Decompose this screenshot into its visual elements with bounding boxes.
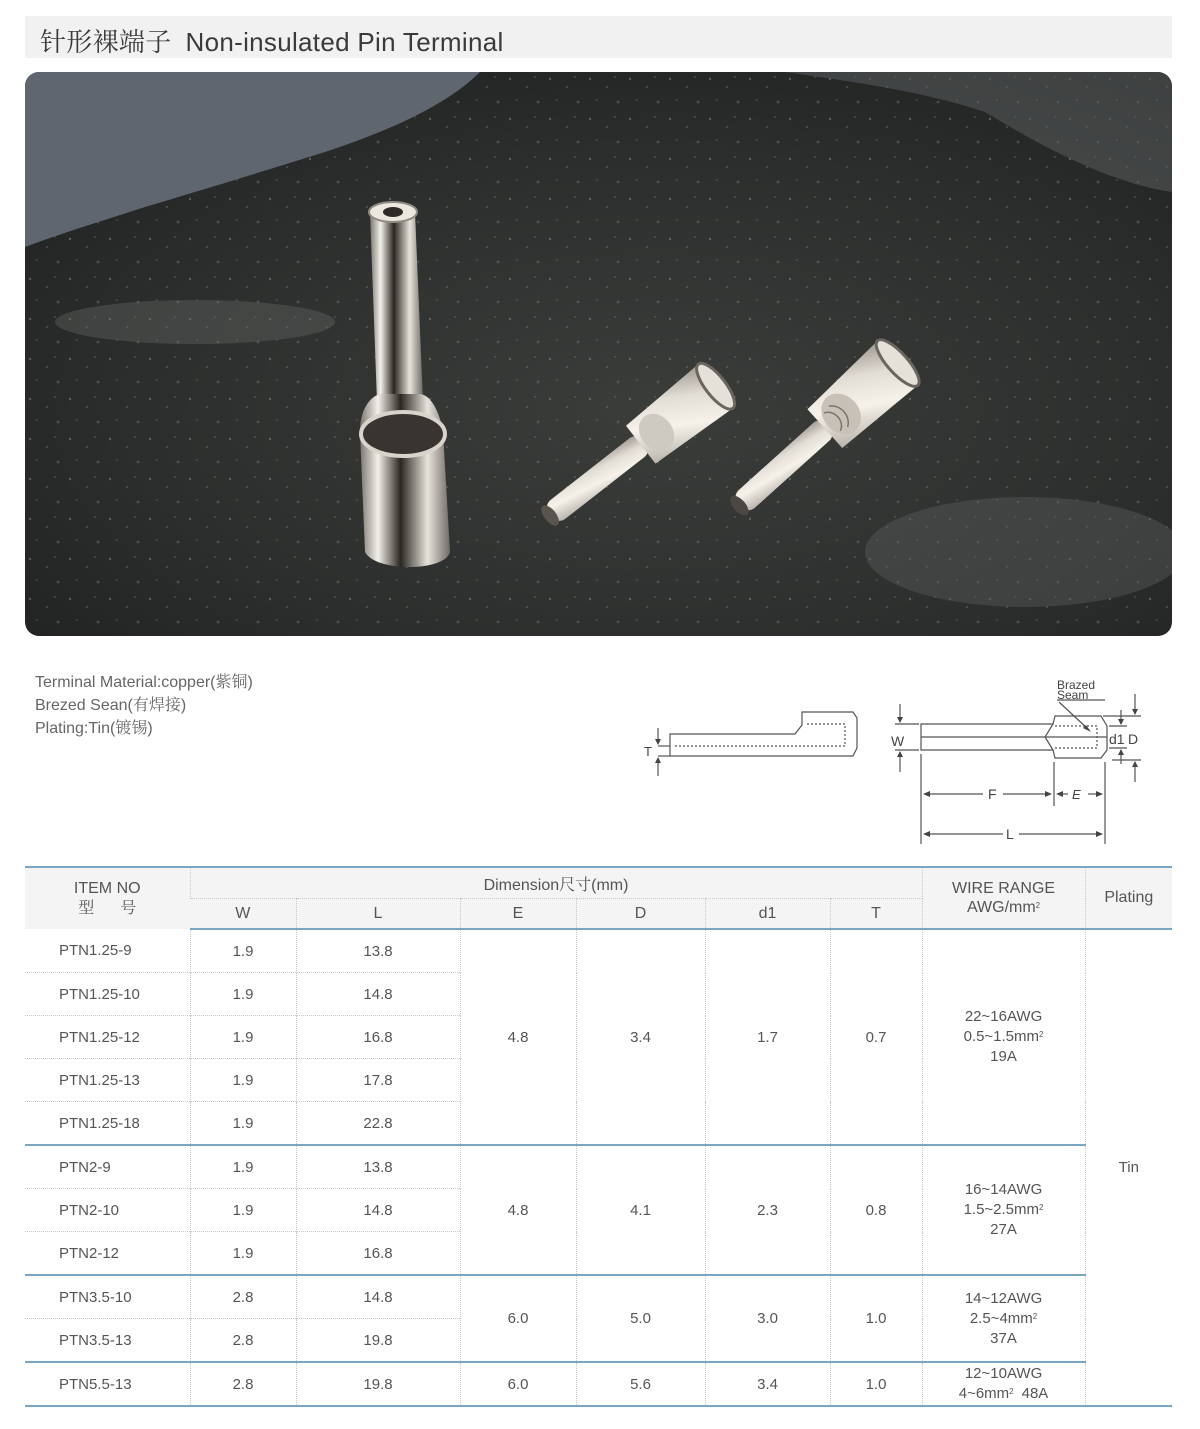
cell-item-no: PTN2-10	[25, 1189, 190, 1232]
wire-mm2-text: 0.5~1.5mm	[963, 1028, 1040, 1045]
arrow-down-icon	[655, 739, 661, 745]
cell-item-no: PTN1.25-9	[59, 942, 132, 959]
spec-plating: Plating:Tin(镀锡)	[35, 720, 153, 737]
cell-E: 6.0	[460, 1362, 576, 1406]
wire-mm2	[923, 1027, 1085, 1047]
cell-T: 0.8	[830, 1145, 922, 1275]
top-view-diagram	[885, 676, 1150, 848]
hidden-line	[675, 724, 845, 746]
label-D: D	[1128, 731, 1139, 747]
wire-mm2-text: 1.5~2.5mm	[963, 1201, 1040, 1218]
wire-awg: 12~10AWG	[964, 1365, 1043, 1382]
cell-W: 1.9	[190, 1059, 296, 1102]
cell-L: 16.8	[296, 1016, 460, 1059]
header-dimension: Dimension尺寸(mm)	[190, 867, 922, 899]
table-body	[25, 929, 1172, 1406]
pin-terminals-photo	[25, 72, 1172, 636]
wire-unit-sup: 2	[1035, 901, 1041, 910]
table-row	[25, 1275, 1172, 1319]
cell-wire-range	[922, 1145, 1085, 1275]
wire-mm2-sup: 2	[1039, 1203, 1044, 1212]
cell-L: 16.8	[296, 1232, 460, 1276]
cell-wire-range	[922, 929, 1085, 1145]
cell-item-no: PTN1.25-12	[25, 1016, 190, 1059]
header-col-T: T	[830, 899, 922, 930]
header-wire-range-label: WIRE RANGE	[951, 880, 1056, 897]
arrow-up-icon	[897, 751, 903, 757]
arrow-down-icon	[1132, 709, 1138, 715]
page-title	[40, 22, 504, 59]
cell-T: 1.0	[830, 1362, 922, 1406]
cell-item-no: PTN2-12	[25, 1232, 190, 1276]
wire-awg: 16~14AWG	[964, 1181, 1043, 1198]
arrow-left-icon	[923, 791, 930, 797]
header-row	[25, 867, 1172, 899]
label-E: E	[1072, 787, 1081, 802]
header-item-no	[25, 867, 190, 929]
header-item-no-cn: 型号	[78, 899, 163, 917]
wire-current: 27A	[990, 1221, 1017, 1238]
cell-L: 17.8	[296, 1059, 460, 1102]
cell-wire-range	[922, 1275, 1085, 1362]
label-brazed: Brazed	[1057, 678, 1096, 692]
header-col-L: L	[296, 899, 460, 930]
arrow-right-icon	[1045, 791, 1052, 797]
label-L: L	[1006, 826, 1014, 842]
cell-L: 22.8	[296, 1102, 460, 1146]
cell-T: 1.0	[830, 1275, 922, 1362]
cell-E: 4.8	[460, 1145, 576, 1275]
cell-L: 14.8	[296, 973, 460, 1016]
cell-item-no: PTN5.5-13	[25, 1362, 190, 1406]
wire-current: 19A	[990, 1048, 1017, 1065]
cell-W: 1.9	[190, 1189, 296, 1232]
cell-D: 4.1	[576, 1145, 705, 1275]
label-W: W	[891, 733, 905, 749]
wire-current: 37A	[990, 1329, 1017, 1347]
cell-E: 4.8	[460, 929, 576, 1145]
cell-L: 14.8	[296, 1189, 460, 1232]
arrow-up-icon	[1118, 749, 1124, 755]
arrow-left-icon	[1056, 791, 1063, 797]
header-col-E: E	[460, 899, 576, 930]
cell-W: 1.9	[190, 973, 296, 1016]
cell-item-no: PTN1.25-13	[25, 1059, 190, 1102]
cell-d1: 2.3	[705, 1145, 830, 1275]
wire-mm2	[923, 1384, 1085, 1404]
cell-L: 13.8	[296, 1145, 460, 1189]
cell-L: 19.8	[296, 1362, 460, 1406]
header-col-W: W	[190, 899, 296, 930]
header-wire-range	[922, 867, 1085, 929]
rock-highlight	[55, 300, 335, 344]
cell-W: 2.8	[190, 1362, 296, 1406]
header-col-d1: d1	[705, 899, 830, 930]
arrow-right-icon	[1096, 831, 1103, 837]
cell-item-no: PTN2-9	[25, 1145, 190, 1189]
table-row	[25, 929, 1172, 973]
rock-highlight	[865, 497, 1172, 607]
cell-wire-range	[922, 1362, 1085, 1406]
arrow-down-icon	[897, 717, 903, 723]
side-view-diagram	[640, 690, 870, 790]
product-photo	[25, 72, 1172, 636]
wire-mm2-sup: 2	[1032, 1311, 1038, 1321]
wire-current-line	[923, 1220, 1085, 1240]
wire-mm2-sup: 2	[1039, 1030, 1044, 1039]
arrow-down-icon	[1118, 719, 1124, 725]
cell-item-no: PTN1.25-18	[25, 1102, 190, 1146]
header-wire-unit	[923, 898, 1085, 917]
cell-W: 1.9	[190, 1145, 296, 1189]
cell-plating: Tin	[1085, 929, 1172, 1406]
cell-item-no: PTN3.5-13	[25, 1319, 190, 1363]
wire-current-line	[923, 1329, 1085, 1349]
terminal-outline-side	[670, 712, 857, 756]
spec-material: Terminal Material:copper(紫铜)	[35, 674, 253, 691]
wire-mm2-text: 4~6mm	[958, 1385, 1010, 1402]
cell-d1: 3.0	[705, 1275, 830, 1362]
wire-mm2-text: 2.5~4mm	[969, 1309, 1033, 1327]
cell-D: 3.4	[576, 929, 705, 1145]
cell-E: 6.0	[460, 1275, 576, 1362]
wire-current: 48A	[1021, 1385, 1049, 1402]
cell-T: 0.7	[830, 929, 922, 1145]
header-plating: Plating	[1085, 867, 1172, 929]
cell-W: 2.8	[190, 1275, 296, 1319]
header-item-no-en: ITEM NO	[73, 879, 141, 897]
label-F: F	[988, 786, 997, 802]
cell-W: 1.9	[190, 1232, 296, 1276]
cell-L: 19.8	[296, 1319, 460, 1363]
spec-table	[25, 866, 1172, 1407]
wire-awg: 22~16AWG	[964, 1008, 1043, 1025]
wire-awg: 14~12AWG	[964, 1289, 1043, 1307]
label-seam: Seam	[1057, 688, 1089, 702]
wire-unit-text: AWG/mm	[966, 899, 1036, 916]
wire-mm2	[923, 1200, 1085, 1220]
cell-item-no: PTN3.5-10	[25, 1275, 190, 1319]
label-T: T	[644, 744, 652, 759]
cell-W: 1.9	[190, 1016, 296, 1059]
title-english: Non-insulated Pin Terminal	[185, 27, 504, 57]
arrow-up-icon	[655, 757, 661, 763]
cell-W: 1.9	[190, 1102, 296, 1146]
cell-D: 5.0	[576, 1275, 705, 1362]
cell-L: 14.8	[296, 1275, 460, 1319]
cell-W: 2.8	[190, 1319, 296, 1363]
wire-current-line	[923, 1047, 1085, 1067]
header-col-D: D	[576, 899, 705, 930]
title-chinese: 针形裸端子	[40, 28, 172, 58]
table-row	[25, 1145, 1172, 1189]
wire-mm2-sup: 2	[1009, 1387, 1014, 1396]
arrow-up-icon	[1132, 761, 1138, 767]
cell-d1: 1.7	[705, 929, 830, 1145]
arrow-left-icon	[923, 831, 930, 837]
cell-d1: 3.4	[705, 1362, 830, 1406]
title-bar	[25, 16, 1172, 58]
spec-notes	[35, 671, 253, 740]
cell-W: 1.9	[190, 929, 296, 973]
table-row	[25, 1362, 1172, 1406]
spec-seam: Brezed Sean(有焊接)	[35, 697, 187, 714]
cell-L: 13.8	[296, 929, 460, 973]
wire-mm2	[923, 1309, 1085, 1329]
cell-item-no: PTN1.25-10	[25, 973, 190, 1016]
cell-D: 5.6	[576, 1362, 705, 1406]
label-d1: d1	[1109, 731, 1125, 747]
arrow-right-icon	[1096, 791, 1103, 797]
